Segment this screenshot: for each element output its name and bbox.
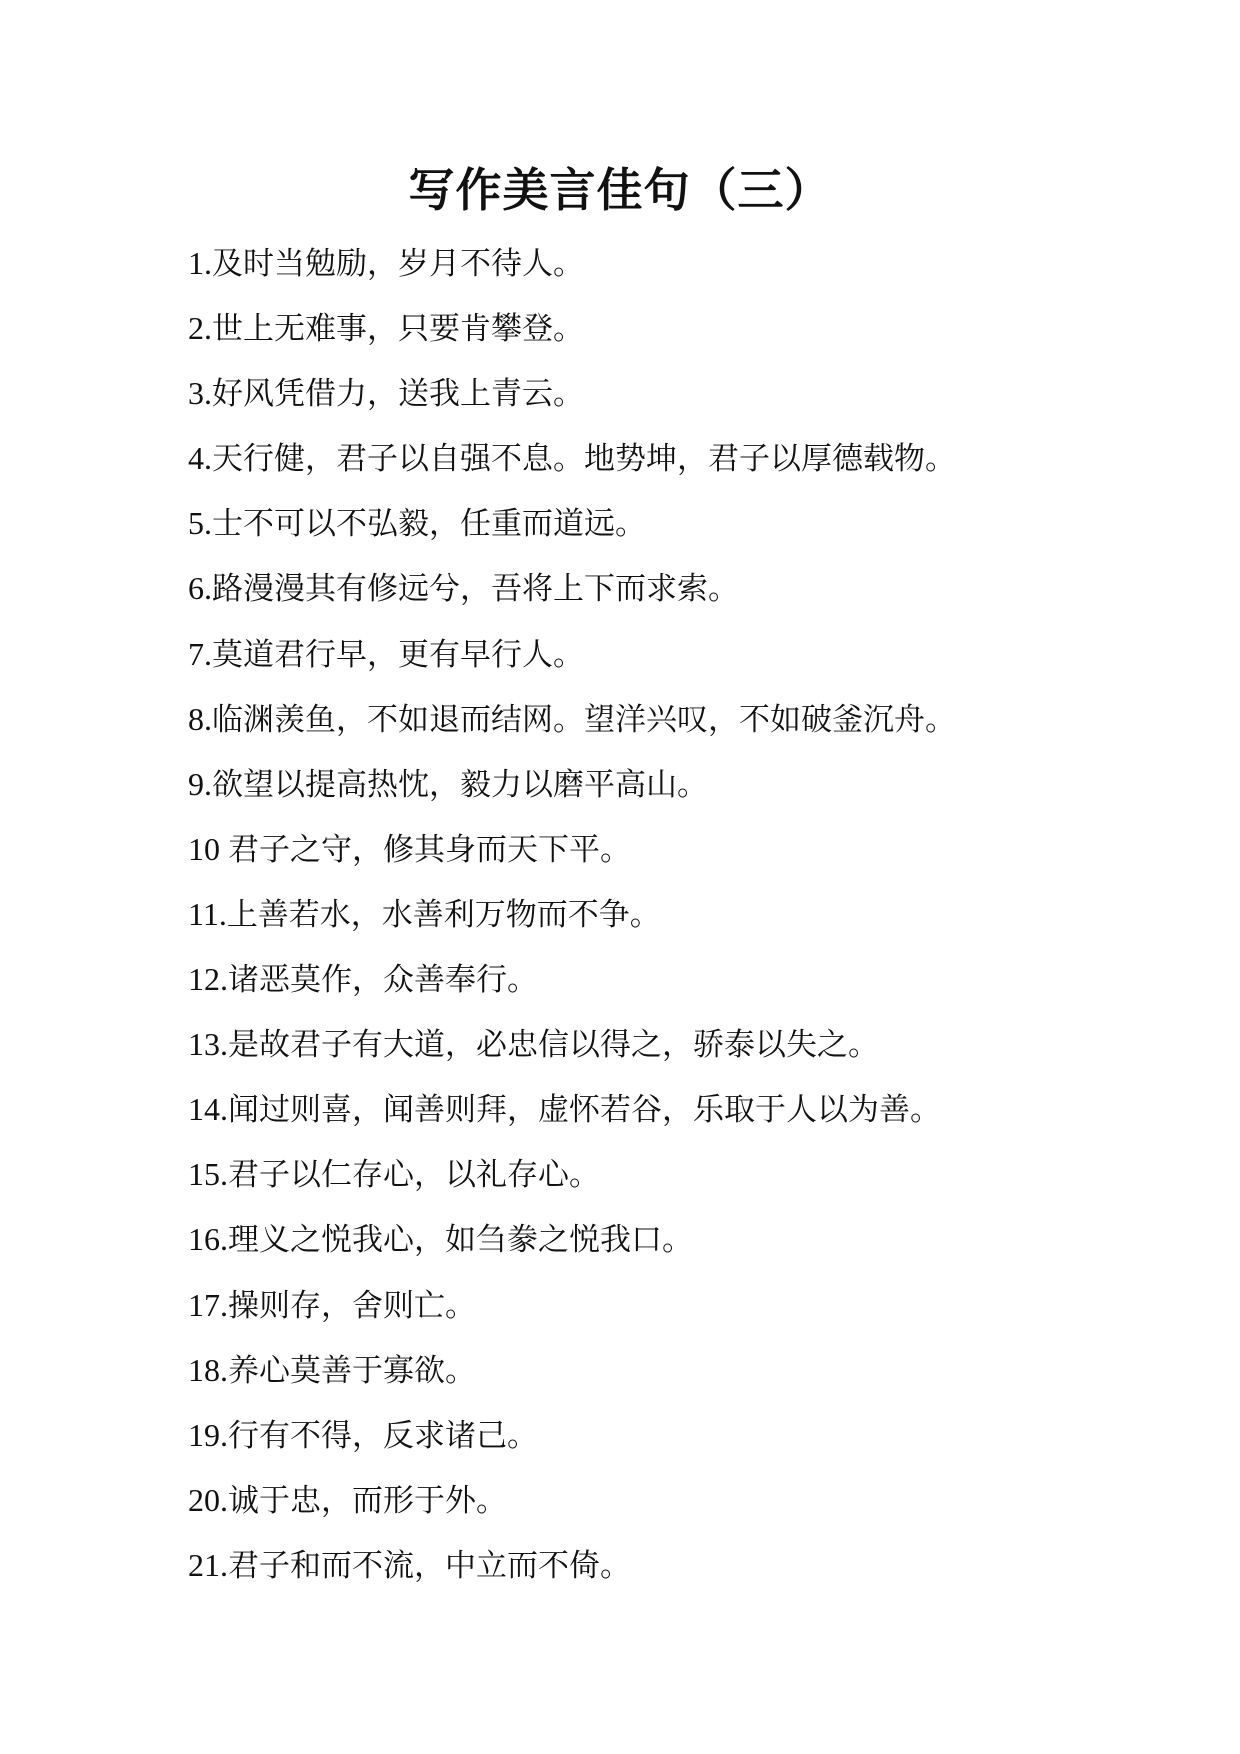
item-number: 4. (188, 440, 212, 477)
list-item (188, 954, 1198, 1019)
list-item (188, 824, 1198, 889)
list-item (188, 433, 1198, 498)
item-text: 诚于忠，而形于外。 (228, 1482, 507, 1519)
item-number: 8. (188, 700, 212, 737)
item-text: 及时当勉励，岁月不待人。 (212, 246, 584, 282)
item-number: 12. (188, 961, 228, 998)
item-number: 2. (188, 310, 212, 347)
item-text: 路漫漫其有修远兮，吾将上下而求索。 (212, 571, 739, 608)
list-item (188, 1410, 1198, 1475)
item-text: 理义之悦我心，如刍豢之悦我口。 (228, 1222, 693, 1259)
item-text: 君子之守，修其身而天下平。 (228, 831, 631, 868)
item-text: 闻过则喜，闻善则拜，虚怀若谷，乐取于人以为善。 (228, 1092, 941, 1129)
list-item (188, 368, 1198, 433)
list-item (188, 889, 1198, 954)
item-number: 21. (188, 1546, 228, 1583)
list-item (188, 759, 1198, 824)
list-item (188, 1540, 1198, 1605)
list-item (188, 303, 1198, 368)
item-text: 操则存，舍则亡。 (228, 1287, 476, 1324)
item-text: 世上无难事，只要肯攀登。 (212, 311, 584, 348)
item-text: 天行健，君子以自强不息。地势坤，君子以厚德载物。 (212, 441, 956, 478)
item-number: 9. (188, 765, 212, 802)
item-text: 好风凭借力，送我上青云。 (212, 376, 584, 413)
item-text: 是故君子有大道，必忠信以得之，骄泰以失之。 (228, 1027, 879, 1064)
item-number: 16. (188, 1221, 228, 1258)
item-number: 3. (188, 375, 212, 412)
item-text: 上善若水，水善利万物而不争。 (226, 896, 661, 933)
document-title: 写作美言佳句（三） (408, 163, 832, 217)
list-item (188, 629, 1198, 694)
item-number: 11. (188, 895, 227, 932)
item-text: 临渊羡鱼，不如退而结网。望洋兴叹，不如破釜沉舟。 (212, 701, 956, 738)
item-number: 10 (188, 830, 228, 867)
list-item (188, 1475, 1198, 1540)
item-text: 君子和而不流，中立而不倚。 (228, 1547, 631, 1584)
list-item (188, 238, 1198, 303)
list-item (188, 1084, 1198, 1149)
item-text: 莫道君行早，更有早行人。 (212, 636, 584, 673)
list-item (188, 1214, 1198, 1279)
list-item (188, 1280, 1198, 1345)
item-number: 6. (188, 570, 212, 607)
list-item (188, 1345, 1198, 1410)
list-item (188, 1019, 1198, 1084)
item-number: 18. (188, 1351, 228, 1388)
item-number: 7. (188, 635, 212, 672)
item-text: 欲望以提高热忱，毅力以磨平高山。 (212, 766, 708, 803)
list-item (188, 563, 1198, 628)
list-item (188, 694, 1198, 759)
item-text: 行有不得，反求诸己。 (228, 1417, 538, 1454)
item-number: 5. (188, 505, 212, 542)
item-text: 养心莫善于寡欲。 (228, 1352, 476, 1389)
item-number: 14. (188, 1091, 228, 1128)
quote-list (188, 238, 1198, 1605)
item-number: 17. (188, 1286, 228, 1323)
item-number: 13. (188, 1026, 228, 1063)
list-item (188, 498, 1198, 563)
item-number: 1. (188, 245, 212, 281)
item-text: 诸恶莫作，众善奉行。 (228, 962, 538, 999)
item-number: 15. (188, 1156, 228, 1193)
item-number: 20. (188, 1481, 228, 1518)
item-text: 君子以仁存心，以礼存心。 (228, 1157, 600, 1194)
item-text: 士不可以不弘毅，任重而道远。 (212, 506, 646, 543)
list-item (188, 1149, 1198, 1214)
item-number: 19. (188, 1416, 228, 1453)
